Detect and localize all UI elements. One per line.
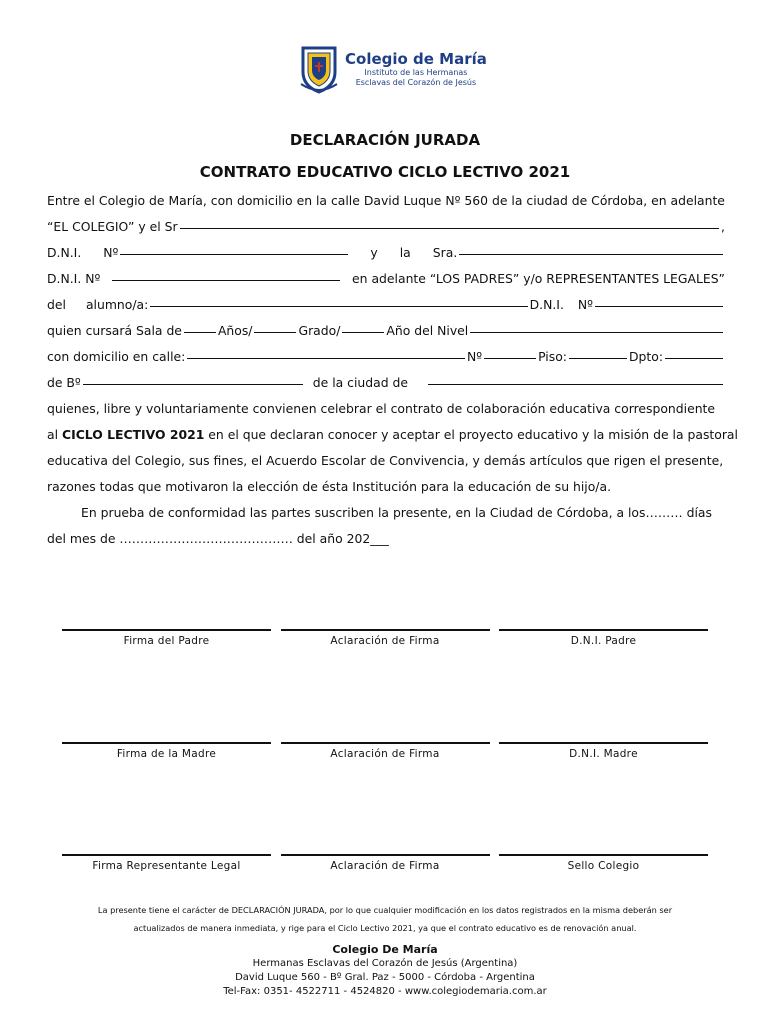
- street-number-field[interactable]: [484, 344, 536, 359]
- paragraph-line-3: educativa del Colegio, sus fines, el Acuerdo Escolar de Convivencia, y demás artículos que rigen el presente,: [47, 453, 724, 468]
- label-no: Nº: [103, 245, 119, 260]
- form-line-3: [47, 240, 725, 266]
- signature-row-mother: [62, 742, 708, 760]
- apartment-field[interactable]: [665, 344, 723, 359]
- paragraph-line-4: razones todas que motivaron la elección de ésta Institución para la educación de su hijo/a.: [47, 479, 612, 494]
- grado-field[interactable]: [254, 318, 296, 333]
- signature-block[interactable]: [62, 629, 271, 647]
- father-name-field[interactable]: [180, 214, 719, 229]
- signature-label: Firma del Padre: [123, 635, 210, 647]
- footer-school-name: Colegio De María: [332, 943, 438, 956]
- label-dni-no: D.N.I. Nº: [47, 271, 101, 286]
- street-field[interactable]: [187, 344, 465, 359]
- city-field[interactable]: [428, 370, 723, 385]
- nivel-field[interactable]: [470, 318, 723, 333]
- label-sala: quien cursará Sala de: [47, 323, 182, 338]
- signature-label: D.N.I. Padre: [570, 635, 637, 647]
- signature-block[interactable]: [62, 854, 271, 872]
- father-dni-field[interactable]: [120, 240, 348, 255]
- p2-start: al: [47, 427, 59, 442]
- paragraph-line-2: [47, 422, 738, 448]
- label-sra: Sra.: [432, 245, 458, 260]
- form-line-4: [47, 266, 725, 292]
- signature-label: Aclaración de Firma: [330, 635, 440, 647]
- comma: ,: [721, 219, 725, 234]
- form-line-6: [47, 318, 725, 344]
- label-dni-2: D.N.I.: [529, 297, 564, 312]
- document-title: DECLARACIÓN JURADA: [289, 131, 481, 149]
- paragraph-line-6: del mes de …………………………………… del año 202___: [47, 531, 389, 546]
- signature-block[interactable]: [499, 742, 708, 760]
- logo-text: [345, 51, 487, 88]
- label-del: del: [47, 297, 66, 312]
- label-sr: “EL COLEGIO” y el Sr: [47, 219, 178, 234]
- signature-block[interactable]: [62, 742, 271, 760]
- neighborhood-field[interactable]: [83, 370, 303, 385]
- legal-note-line-1: La presente tiene el carácter de DECLARACIÓN JURADA, por lo que cualquier modificación en los datos registrados en la misma deberán ser: [97, 905, 673, 915]
- mother-name-field[interactable]: [459, 240, 723, 255]
- signature-block[interactable]: [499, 854, 708, 872]
- label-alumno: alumno/a:: [85, 297, 149, 312]
- footer-line-3: Tel-Fax: 0351- 4522711 - 4524820 - www.colegiodemaria.com.ar: [223, 986, 547, 997]
- legal-note: [40, 901, 730, 937]
- anio-field[interactable]: [342, 318, 384, 333]
- label-padres: en adelante “LOS PADRES” y/o REPRESENTANTES LEGALES”: [352, 271, 725, 286]
- student-name-field[interactable]: [150, 292, 527, 307]
- footer: [0, 943, 770, 999]
- label-dni: D.N.I.: [47, 245, 82, 260]
- label-no-3: Nº: [467, 349, 483, 364]
- signature-row-legal: [62, 854, 708, 872]
- paragraph-line-1: quienes, libre y voluntariamente convienen celebrar el contrato de colaboración educativa correspondiente: [47, 401, 716, 416]
- label-nivel: Año del Nivel: [386, 323, 469, 338]
- signature-label: D.N.I. Madre: [569, 748, 638, 760]
- signature-label: Aclaración de Firma: [330, 748, 440, 760]
- signature-block[interactable]: [281, 854, 490, 872]
- label-barrio: de Bº: [47, 375, 81, 390]
- signature-row-father: [62, 629, 708, 647]
- student-dni-field[interactable]: [595, 292, 723, 307]
- paragraph-line-5: En prueba de conformidad las partes suscriben la presente, en la Ciudad de Córdoba, a los……… días: [81, 505, 712, 520]
- footer-line-1: Hermanas Esclavas del Corazón de Jesús (Argentina): [252, 958, 518, 969]
- school-crest-icon: [299, 44, 339, 94]
- signature-label: Aclaración de Firma: [330, 860, 440, 872]
- form-line-2: [47, 214, 725, 240]
- signature-block[interactable]: [499, 629, 708, 647]
- form-line-5: [47, 292, 725, 318]
- signature-label: Firma Representante Legal: [92, 860, 241, 872]
- ciclo-lectivo-bold: CICLO LECTIVO 2021: [62, 427, 205, 442]
- school-name: Colegio de María: [345, 49, 487, 68]
- label-piso: Piso:: [538, 349, 567, 364]
- label-la: la: [399, 245, 411, 260]
- form-line-7: [47, 344, 725, 370]
- signature-label: Firma de la Madre: [116, 748, 217, 760]
- school-subtitle-2: Esclavas del Corazón de Jesús: [355, 77, 477, 87]
- school-logo: [299, 44, 487, 94]
- form-line-8: [47, 370, 725, 396]
- label-y: y: [370, 245, 378, 260]
- sala-field[interactable]: [184, 318, 216, 333]
- footer-line-2: David Luque 560 - Bº Gral. Paz - 5000 - Córdoba - Argentina: [235, 972, 535, 983]
- school-subtitle-1: Instituto de las Hermanas: [364, 67, 468, 77]
- label-ciudad: de la ciudad de: [312, 375, 409, 390]
- label-grado: Grado/: [298, 323, 341, 338]
- label-no-2: Nº: [577, 297, 593, 312]
- signature-block[interactable]: [281, 629, 490, 647]
- label-dpto: Dpto:: [628, 349, 663, 364]
- p2-end: en el que declaran conocer y aceptar el proyecto educativo y la misión de la pastoral: [208, 427, 738, 442]
- signature-label: Sello Colegio: [567, 860, 640, 872]
- floor-field[interactable]: [569, 344, 627, 359]
- label-domicilio: con domicilio en calle:: [47, 349, 186, 364]
- legal-note-line-2: actualizados de manera inmediata, y rige para el Ciclo Lectivo 2021, ya que el contrato educativo es de renovación anual.: [133, 923, 637, 933]
- mother-dni-field[interactable]: [112, 266, 340, 281]
- form-line-1: Entre el Colegio de María, con domicilio en la calle David Luque Nº 560 de la ciudad de Córdoba, en adelante: [47, 193, 725, 208]
- document-subtitle: CONTRATO EDUCATIVO CICLO LECTIVO 2021: [199, 163, 571, 181]
- label-anios: Años/: [217, 323, 253, 338]
- signature-block[interactable]: [281, 742, 490, 760]
